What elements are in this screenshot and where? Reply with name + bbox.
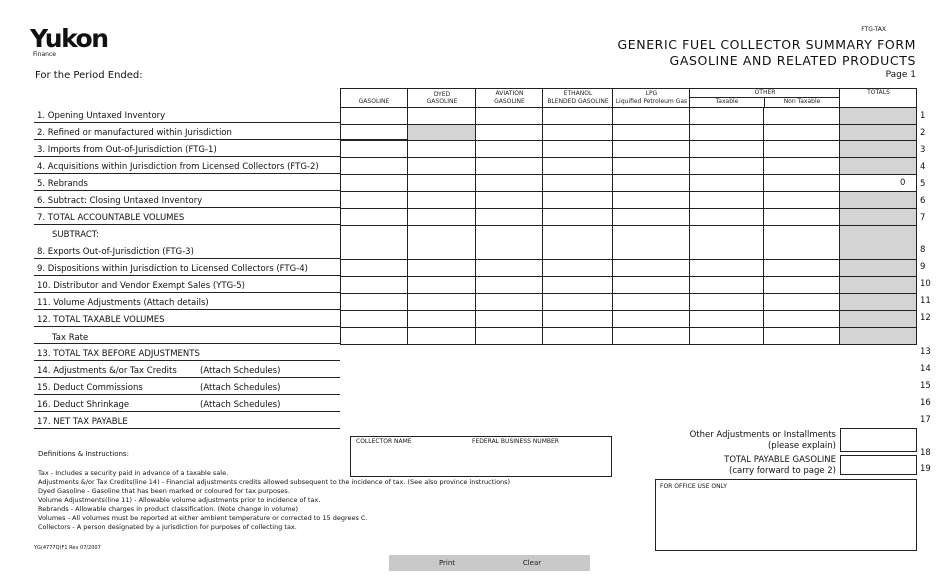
input-cell[interactable]: [543, 209, 613, 226]
input-cell[interactable]: [340, 226, 408, 260]
input-cell[interactable]: [764, 277, 840, 294]
input-cell[interactable]: [340, 175, 408, 192]
row-separator: [34, 139, 407, 140]
input-cell[interactable]: [476, 311, 543, 328]
input-cell[interactable]: [476, 209, 543, 226]
row-number: 5: [920, 179, 926, 189]
input-cell[interactable]: [613, 260, 690, 277]
row-separator: [34, 122, 340, 123]
input-cell[interactable]: [340, 209, 408, 226]
input-cell[interactable]: [613, 175, 690, 192]
input-cell[interactable]: [613, 277, 690, 294]
row-separator: [34, 394, 340, 395]
attach-schedules-note: (Attach Schedules): [200, 383, 281, 393]
input-cell[interactable]: [840, 175, 917, 192]
row-number: 7: [920, 213, 926, 223]
row-separator: [34, 411, 340, 412]
input-cell[interactable]: [613, 158, 690, 175]
other-adjustments-input[interactable]: [840, 428, 917, 452]
input-cell[interactable]: [764, 141, 840, 158]
row-separator: [34, 377, 340, 378]
row-number: 15: [920, 381, 931, 391]
input-cell[interactable]: [543, 158, 613, 175]
row-label: 17. NET TAX PAYABLE: [37, 417, 128, 427]
office-use-label: FOR OFFICE USE ONLY: [660, 483, 727, 490]
input-cell[interactable]: [476, 141, 543, 158]
input-cell[interactable]: [613, 328, 690, 345]
input-cell[interactable]: [543, 125, 613, 141]
row-number: 16: [920, 398, 931, 408]
rebrands-total-value: 0: [900, 178, 906, 188]
input-cell[interactable]: [476, 192, 543, 209]
hdr-ethanol-2: BLENDED GASOLINE: [547, 98, 609, 105]
row-separator: [34, 292, 340, 293]
period-ended-label: For the Period Ended:: [35, 70, 143, 81]
row-label: 14. Adjustments &/or Tax Credits: [37, 366, 177, 376]
definition-line: Dyed Gasoline - Gasoline that has been marked or coloured for tax purposes.: [38, 487, 290, 495]
form-code: FTG-TAX: [861, 26, 886, 33]
hdr-lpg-1: LPG: [645, 90, 658, 97]
input-cell[interactable]: [408, 209, 476, 226]
form-title-line2: GASOLINE AND RELATED PRODUCTS: [669, 53, 916, 68]
row-num-19: 19: [920, 464, 931, 474]
hdr-other: OTHER: [754, 89, 776, 96]
input-cell[interactable]: [613, 311, 690, 328]
input-cell[interactable]: [476, 260, 543, 277]
definition-line: Volumes - All volumes must be reported at either ambient temperature or corrected to 15 degrees C.: [38, 514, 368, 522]
input-cell[interactable]: [613, 108, 690, 125]
row-label: SUBTRACT:: [52, 230, 99, 240]
input-cell[interactable]: [690, 311, 764, 328]
hdr-lpg-2: Liquified Petroleum Gas: [615, 98, 688, 105]
input-cell[interactable]: [840, 328, 917, 345]
hdr-non-taxable: Non Taxable: [783, 98, 821, 105]
row-separator: [34, 326, 340, 327]
input-cell[interactable]: [764, 175, 840, 192]
input-cell[interactable]: [543, 192, 613, 209]
input-cell[interactable]: [476, 277, 543, 294]
row-separator: [34, 428, 340, 429]
row-number: 1: [920, 111, 926, 121]
row-label: 15. Deduct Commissions: [37, 383, 143, 393]
row-label: 5. Rebrands: [37, 179, 88, 189]
input-cell[interactable]: [543, 175, 613, 192]
row-label: 12. TOTAL TAXABLE VOLUMES: [37, 315, 165, 325]
row-separator: [34, 343, 340, 344]
total-payable-label: TOTAL PAYABLE GASOLINE: [724, 455, 836, 465]
input-cell[interactable]: [690, 175, 764, 192]
row-separator: [34, 156, 340, 157]
row-separator: [34, 258, 340, 259]
input-cell[interactable]: [340, 311, 408, 328]
input-cell[interactable]: [690, 260, 764, 277]
input-cell[interactable]: [408, 192, 476, 209]
row-label: 1. Opening Untaxed Inventory: [37, 111, 166, 121]
input-cell[interactable]: [764, 192, 840, 209]
input-cell[interactable]: [690, 226, 764, 260]
form-title-line1: GENERIC FUEL COLLECTOR SUMMARY FORM: [617, 37, 916, 52]
row-separator: [34, 207, 340, 208]
input-cell[interactable]: [840, 294, 917, 311]
row-separator: [34, 190, 340, 191]
input-cell[interactable]: [408, 175, 476, 192]
row-number: 8: [920, 245, 926, 255]
input-cell[interactable]: [764, 260, 840, 277]
input-cell[interactable]: [613, 141, 690, 158]
input-cell[interactable]: [543, 311, 613, 328]
input-cell[interactable]: [408, 108, 476, 125]
input-cell[interactable]: [408, 294, 476, 311]
input-cell[interactable]: [690, 209, 764, 226]
input-cell[interactable]: [543, 141, 613, 158]
input-cell[interactable]: [840, 277, 917, 294]
row-number: 12: [920, 313, 931, 323]
row-label: Tax Rate: [52, 333, 89, 343]
input-cell[interactable]: [613, 226, 690, 260]
input-cell[interactable]: [408, 260, 476, 277]
input-cell[interactable]: [476, 158, 543, 175]
row-number: 17: [920, 415, 931, 425]
input-cell[interactable]: [340, 192, 408, 209]
row-number: 2: [920, 128, 926, 138]
input-cell[interactable]: [613, 209, 690, 226]
input-cell[interactable]: [690, 158, 764, 175]
row-label: 2. Refined or manufactured within Jurisdiction: [37, 128, 232, 138]
definition-line: Collectors - A person designated by a jurisdiction for purposes of collecting tax.: [38, 523, 297, 531]
hdr-dyed-1: DYED: [433, 91, 451, 98]
row-number: 6: [920, 196, 926, 206]
revision-number: YG(4777Q)F1 Rev 07/2007: [34, 545, 101, 551]
row-label: 16. Deduct Shrinkage: [37, 400, 130, 410]
row-label: 10. Distributor and Vendor Exempt Sales (YTG-5): [37, 281, 245, 291]
input-cell[interactable]: [690, 141, 764, 158]
input-cell[interactable]: [543, 260, 613, 277]
input-cell[interactable]: [764, 311, 840, 328]
input-cell[interactable]: [690, 328, 764, 345]
print-button[interactable]: Print: [389, 555, 505, 571]
input-cell[interactable]: [408, 226, 476, 260]
input-cell[interactable]: [690, 192, 764, 209]
row-separator: [34, 309, 340, 310]
hdr-ethanol-1: ETHANOL: [563, 90, 593, 97]
row-label: 8. Exports Out-of-Jurisdiction (FTG-3): [37, 247, 194, 257]
definition-line: Tax - Includes a security paid in advance of a taxable sale.: [38, 469, 229, 477]
input-cell[interactable]: [840, 125, 917, 141]
input-cell[interactable]: [543, 328, 613, 345]
input-cell[interactable]: [340, 260, 408, 277]
please-explain-label: (please explain): [767, 441, 836, 451]
input-cell[interactable]: [764, 328, 840, 345]
input-cell[interactable]: [840, 158, 917, 175]
input-cell[interactable]: [840, 226, 917, 260]
row-separator: [34, 275, 340, 276]
row-separator: [34, 224, 340, 225]
input-cell[interactable]: [840, 209, 917, 226]
input-cell[interactable]: [840, 141, 917, 158]
input-cell[interactable]: [764, 108, 840, 125]
input-cell[interactable]: [764, 209, 840, 226]
collector-name-label: COLLECTOR NAME: [356, 438, 412, 445]
page-number: Page 1: [885, 70, 916, 80]
definition-line: Volume Adjustments(line 11) - Allowable volume adjustments prior to incidence of tax.: [38, 496, 321, 504]
row-number: 3: [920, 145, 926, 155]
input-cell[interactable]: [476, 125, 543, 141]
yukon-logo: Yukon: [30, 24, 108, 53]
hdr-totals: TOTALS: [867, 89, 890, 96]
logo-subtitle: Finance: [33, 51, 56, 58]
input-cell[interactable]: [408, 125, 476, 141]
input-cell[interactable]: [340, 141, 408, 158]
input-cell[interactable]: [340, 108, 408, 125]
total-payable-input[interactable]: [840, 455, 917, 475]
row-label: 9. Dispositions within Jurisdiction to Licensed Collectors (FTG-4): [37, 264, 308, 274]
input-cell[interactable]: [613, 125, 690, 141]
hdr-gasoline: GASOLINE: [358, 98, 390, 105]
row-num-18: 18: [920, 448, 931, 458]
hdr-taxable: Taxable: [715, 98, 739, 105]
input-cell[interactable]: [408, 311, 476, 328]
input-cell[interactable]: [764, 158, 840, 175]
input-cell[interactable]: [543, 226, 613, 260]
row-label: 4. Acquisitions within Jurisdiction from Licensed Collectors (FTG-2): [37, 162, 319, 172]
input-cell[interactable]: [543, 277, 613, 294]
definition-line: Rebrands - Allowable charges in product classification. (Note change in volume): [38, 505, 299, 513]
input-cell[interactable]: [840, 311, 917, 328]
row-number: 10: [920, 279, 931, 289]
hdr-dyed-2: GASOLINE: [426, 98, 458, 105]
input-cell[interactable]: [543, 108, 613, 125]
input-cell[interactable]: [690, 125, 764, 141]
input-cell[interactable]: [408, 328, 476, 345]
input-cell[interactable]: [476, 328, 543, 345]
input-cell[interactable]: [764, 125, 840, 141]
input-cell[interactable]: [613, 192, 690, 209]
input-cell[interactable]: [340, 294, 408, 311]
input-cell[interactable]: [690, 294, 764, 311]
attach-schedules-note: (Attach Schedules): [200, 400, 281, 410]
input-cell[interactable]: [340, 328, 408, 345]
row-number: 13: [920, 347, 931, 357]
input-cell[interactable]: [840, 108, 917, 125]
input-cell[interactable]: [408, 158, 476, 175]
input-cell[interactable]: [690, 277, 764, 294]
input-cell[interactable]: [690, 108, 764, 125]
row-label: 13. TOTAL TAX BEFORE ADJUSTMENTS: [37, 349, 200, 359]
input-cell[interactable]: [840, 260, 917, 277]
row-number: 9: [920, 262, 926, 272]
row-label: 3. Imports from Out-of-Jurisdiction (FTG-1): [37, 145, 217, 155]
input-cell[interactable]: [840, 192, 917, 209]
input-cell[interactable]: [476, 226, 543, 260]
row-separator: [34, 360, 340, 361]
input-cell[interactable]: [764, 294, 840, 311]
input-cell[interactable]: [476, 294, 543, 311]
hdr-aviation-2: GASOLINE: [494, 98, 525, 105]
other-adjustments-label: Other Adjustments or Installments: [689, 430, 836, 440]
row-label: 11. Volume Adjustments (Attach details): [37, 298, 209, 308]
row-number: 11: [920, 296, 931, 306]
attach-schedules-note: (Attach Schedules): [200, 366, 281, 376]
row-number: 14: [920, 364, 931, 374]
business-number-label: FEDERAL BUSINESS NUMBER: [472, 438, 559, 445]
definitions-heading: Definitions & Instructions:: [38, 450, 129, 458]
input-cell[interactable]: [476, 108, 543, 125]
row-number: 4: [920, 162, 926, 172]
definition-line: Adjustments &/or Tax Credits(line 14) - Financial adjustments credits allowed subsequent to the incidence of tax. (See also province instructions): [38, 478, 511, 486]
input-cell[interactable]: [340, 158, 408, 175]
carry-forward-label: (carry forward to page 2): [729, 466, 836, 476]
hdr-aviation-1: AVIATION: [495, 90, 524, 97]
input-cell[interactable]: [408, 277, 476, 294]
input-cell[interactable]: [764, 226, 840, 260]
row-label: 6. Subtract: Closing Untaxed Inventory: [37, 196, 203, 206]
row-label: 7. TOTAL ACCOUNTABLE VOLUMES: [37, 213, 185, 223]
input-cell[interactable]: [340, 277, 408, 294]
input-cell[interactable]: [476, 175, 543, 192]
input-cell[interactable]: [613, 294, 690, 311]
clear-button[interactable]: Clear: [474, 555, 590, 571]
input-cell[interactable]: [408, 141, 476, 158]
row-separator: [34, 173, 340, 174]
input-cell[interactable]: [543, 294, 613, 311]
